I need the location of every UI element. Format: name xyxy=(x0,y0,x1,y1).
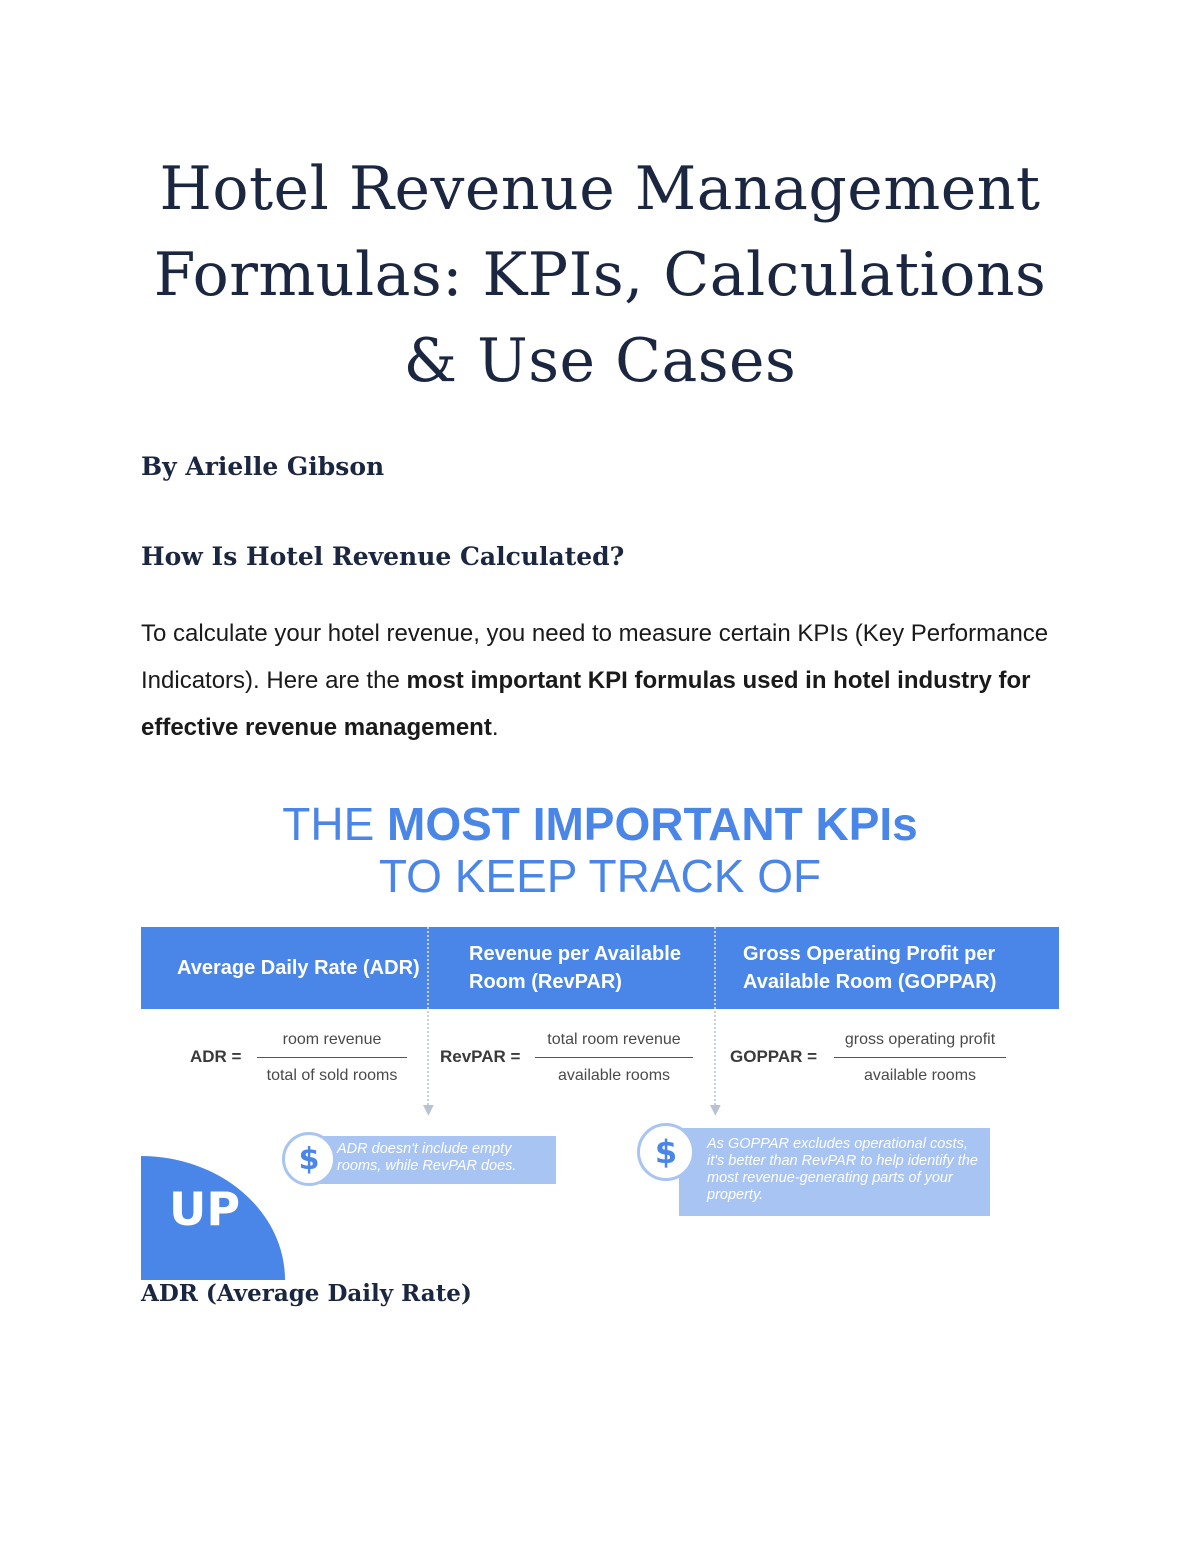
intro-text-part1: To calculate your hotel revenue, you need to measure certain KPIs (Key Performance Indicators). Here are the xyxy=(141,620,1049,694)
formula-lhs: ADR = xyxy=(190,1047,242,1066)
title-line-3: & Use Cases xyxy=(403,326,797,396)
author-byline: By Arielle Gibson xyxy=(141,452,385,481)
dollar-icon: $ xyxy=(637,1123,695,1181)
intro-text-bold: most important KPI formulas used in hotel industry for effective revenue management xyxy=(141,667,1031,741)
intro-paragraph xyxy=(141,610,1071,751)
fraction-line xyxy=(257,1057,407,1058)
title-line-2: Formulas: KPIs, Calculations xyxy=(153,240,1047,310)
section-heading: How Is Hotel Revenue Calculated? xyxy=(141,542,625,571)
infographic-heading xyxy=(141,798,1059,902)
intro-text-part2: . xyxy=(491,714,499,741)
logo-mark: ᑌP xyxy=(169,1182,241,1236)
dollar-icon: $ xyxy=(282,1132,336,1186)
formula-numerator: gross operating profit xyxy=(844,1031,996,1048)
formula-numerator: total room revenue xyxy=(547,1031,681,1048)
adr-subheading: ADR (Average Daily Rate) xyxy=(141,1280,472,1307)
heading-plain: THE xyxy=(282,798,388,850)
heading-line-2: TO KEEP TRACK OF xyxy=(378,850,822,902)
formula-lhs: GOPPAR = xyxy=(730,1047,818,1066)
document-title xyxy=(0,146,1200,404)
arrow-down-icon: ▼ xyxy=(423,1102,434,1118)
formula-goppar xyxy=(714,1026,1059,1086)
adr-note: ADR doesn't include empty rooms, while RevPAR does. xyxy=(309,1136,556,1184)
fraction-line xyxy=(834,1057,1006,1058)
kpi-header-bar xyxy=(141,927,1059,1009)
formula-denominator: available rooms xyxy=(863,1067,977,1084)
goppar-note: As GOPPAR excludes operational costs, it's better than RevPAR to help identify the most revenue-generating parts of your property. xyxy=(679,1128,990,1216)
fraction-line xyxy=(535,1057,693,1058)
formula-revpar xyxy=(427,1026,714,1086)
arrow-down-icon: ▼ xyxy=(710,1102,721,1118)
formula-denominator: total of sold rooms xyxy=(266,1067,398,1084)
formula-denominator: available rooms xyxy=(557,1067,671,1084)
kpi-infographic xyxy=(141,790,1059,1280)
heading-bold: MOST IMPORTANT KPIs xyxy=(387,798,918,850)
formula-numerator: room revenue xyxy=(282,1031,382,1048)
title-line-1: Hotel Revenue Management xyxy=(159,154,1041,224)
formula-lhs: RevPAR = xyxy=(440,1047,521,1066)
formula-adr xyxy=(141,1026,427,1086)
column-header-adr: Average Daily Rate (ADR) xyxy=(177,957,420,979)
brand-logo xyxy=(141,1156,285,1280)
column-header-revpar: Revenue per Available Room (RevPAR) xyxy=(469,943,681,993)
column-header-goppar: Gross Operating Profit per Available Room (GOPPAR) xyxy=(743,943,997,993)
